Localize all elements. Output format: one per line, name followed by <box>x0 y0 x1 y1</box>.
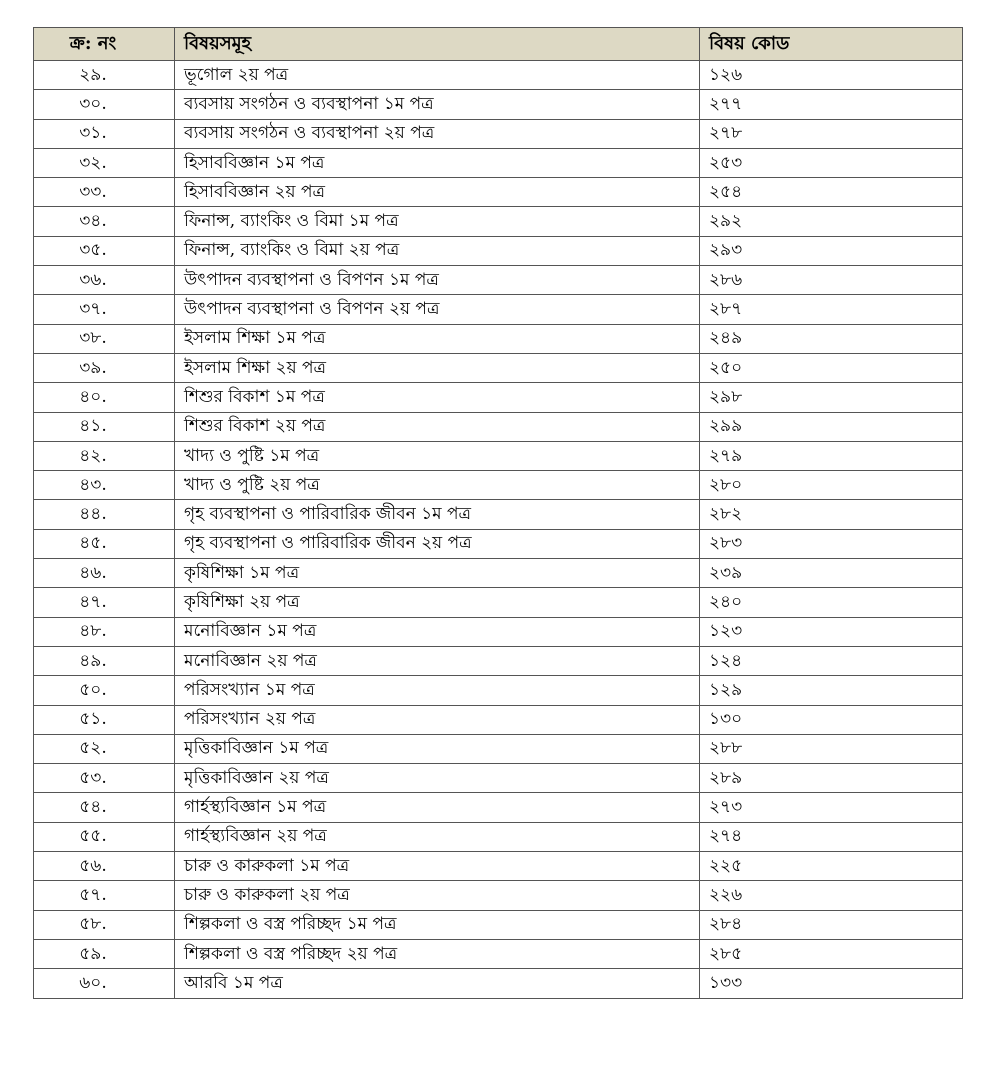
serial-cell: ৪৫. <box>34 529 175 558</box>
serial-cell: ৩১. <box>34 119 175 148</box>
subject-cell: পরিসংখ্যান ২য় পত্র <box>175 705 700 734</box>
serial-cell: ৫৯. <box>34 939 175 968</box>
subject-cell: গৃহ ব্যবস্থাপনা ও পারিবারিক জীবন ২য় পত্র <box>175 529 700 558</box>
code-cell: ২৩৯ <box>700 559 963 588</box>
serial-cell: ৩০. <box>34 90 175 119</box>
table-row <box>34 793 963 822</box>
code-cell: ২৮৪ <box>700 910 963 939</box>
code-cell: ২৮০ <box>700 471 963 500</box>
serial-cell: ৪১. <box>34 412 175 441</box>
serial-cell: ৫২. <box>34 734 175 763</box>
table-row <box>34 559 963 588</box>
subject-cell: গার্হস্থ্যবিজ্ঞান ১ম পত্র <box>175 793 700 822</box>
subject-cell: শিল্পকলা ও বস্ত্র পরিচ্ছদ ১ম পত্র <box>175 910 700 939</box>
table-row <box>34 119 963 148</box>
serial-cell: ৪২. <box>34 441 175 470</box>
table-row <box>34 471 963 500</box>
code-cell: ১২৪ <box>700 646 963 675</box>
code-cell: ২৫৩ <box>700 148 963 177</box>
serial-cell: ৩৪. <box>34 207 175 236</box>
code-cell: ১২৬ <box>700 61 963 90</box>
code-cell: ২৫৪ <box>700 178 963 207</box>
table-row <box>34 295 963 324</box>
table-row <box>34 353 963 382</box>
table-row <box>34 266 963 295</box>
subject-cell: মনোবিজ্ঞান ২য় পত্র <box>175 646 700 675</box>
code-cell: ২৮৯ <box>700 764 963 793</box>
serial-cell: ৫৬. <box>34 852 175 881</box>
serial-cell: ৫৮. <box>34 910 175 939</box>
subject-cell: ফিনান্স, ব্যাংকিং ও বিমা ১ম পত্র <box>175 207 700 236</box>
serial-cell: ৩৯. <box>34 353 175 382</box>
code-cell: ২২৬ <box>700 881 963 910</box>
subject-cell: ফিনান্স, ব্যাংকিং ও বিমা ২য় পত্র <box>175 236 700 265</box>
subject-cell: উৎপাদন ব্যবস্থাপনা ও বিপণন ২য় পত্র <box>175 295 700 324</box>
table-row <box>34 705 963 734</box>
table-row <box>34 236 963 265</box>
table-row <box>34 734 963 763</box>
serial-cell: ৬০. <box>34 969 175 998</box>
subject-cell: চারু ও কারুকলা ২য় পত্র <box>175 881 700 910</box>
code-cell: ২৭৩ <box>700 793 963 822</box>
table-row <box>34 646 963 675</box>
header-row <box>34 28 963 61</box>
table-row <box>34 852 963 881</box>
table-row <box>34 412 963 441</box>
serial-cell: ৪৩. <box>34 471 175 500</box>
table-row <box>34 500 963 529</box>
subject-cell: মৃত্তিকাবিজ্ঞান ২য় পত্র <box>175 764 700 793</box>
code-cell: ২৮৬ <box>700 266 963 295</box>
serial-cell: ৪৯. <box>34 646 175 675</box>
code-cell: ২৭৯ <box>700 441 963 470</box>
code-cell: ২৮৫ <box>700 939 963 968</box>
serial-cell: ৫৫. <box>34 822 175 851</box>
table-row <box>34 441 963 470</box>
code-cell: ২৭৭ <box>700 90 963 119</box>
table-row <box>34 764 963 793</box>
table-row <box>34 588 963 617</box>
subject-header: বিষয়সমূহ <box>175 28 700 61</box>
subject-cell: ইসলাম শিক্ষা ১ম পত্র <box>175 324 700 353</box>
subject-cell: পরিসংখ্যান ১ম পত্র <box>175 676 700 705</box>
serial-cell: ৪৭. <box>34 588 175 617</box>
table-header <box>34 28 963 61</box>
table-row <box>34 822 963 851</box>
subject-cell: শিশুর বিকাশ ১ম পত্র <box>175 383 700 412</box>
subject-cell: কৃষিশিক্ষা ১ম পত্র <box>175 559 700 588</box>
subject-cell: ব্যবসায় সংগঠন ও ব্যবস্থাপনা ১ম পত্র <box>175 90 700 119</box>
subject-cell: উৎপাদন ব্যবস্থাপনা ও বিপণন ১ম পত্র <box>175 266 700 295</box>
serial-cell: ৫১. <box>34 705 175 734</box>
table-row <box>34 61 963 90</box>
subject-cell: ইসলাম শিক্ষা ২য় পত্র <box>175 353 700 382</box>
table-body <box>34 61 963 999</box>
serial-cell: ৪৬. <box>34 559 175 588</box>
table-row <box>34 529 963 558</box>
table-row <box>34 617 963 646</box>
code-cell: ২৯২ <box>700 207 963 236</box>
code-cell: ২৪০ <box>700 588 963 617</box>
serial-cell: ৫০. <box>34 676 175 705</box>
subject-cell: শিশুর বিকাশ ২য় পত্র <box>175 412 700 441</box>
table-row <box>34 324 963 353</box>
code-cell: ২৪৯ <box>700 324 963 353</box>
code-cell: ২৮৩ <box>700 529 963 558</box>
table-row <box>34 969 963 998</box>
subject-cell: খাদ্য ও পুষ্টি ২য় পত্র <box>175 471 700 500</box>
code-cell: ২৮৮ <box>700 734 963 763</box>
code-cell: ২৮২ <box>700 500 963 529</box>
code-cell: ১২৯ <box>700 676 963 705</box>
subject-cell: আরবি ১ম পত্র <box>175 969 700 998</box>
subject-cell: মনোবিজ্ঞান ১ম পত্র <box>175 617 700 646</box>
table-row <box>34 881 963 910</box>
table-row <box>34 383 963 412</box>
code-cell: ২৫০ <box>700 353 963 382</box>
serial-cell: ৪৮. <box>34 617 175 646</box>
subject-cell: মৃত্তিকাবিজ্ঞান ১ম পত্র <box>175 734 700 763</box>
subject-cell: শিল্পকলা ও বস্ত্র পরিচ্ছদ ২য় পত্র <box>175 939 700 968</box>
code-cell: ২৮৭ <box>700 295 963 324</box>
code-cell: ১৩৩ <box>700 969 963 998</box>
table-row <box>34 910 963 939</box>
subject-cell: কৃষিশিক্ষা ২য় পত্র <box>175 588 700 617</box>
serial-cell: ৪৪. <box>34 500 175 529</box>
serial-cell: ৫৪. <box>34 793 175 822</box>
serial-cell: ২৯. <box>34 61 175 90</box>
serial-cell: ৩৬. <box>34 266 175 295</box>
serial-cell: ৩২. <box>34 148 175 177</box>
code-cell: ২৯৩ <box>700 236 963 265</box>
serial-cell: ৩৫. <box>34 236 175 265</box>
code-cell: ২৭৮ <box>700 119 963 148</box>
subject-cell: ব্যবসায় সংগঠন ও ব্যবস্থাপনা ২য় পত্র <box>175 119 700 148</box>
serial-cell: ৩৩. <box>34 178 175 207</box>
table-row <box>34 939 963 968</box>
subject-cell: গার্হস্থ্যবিজ্ঞান ২য় পত্র <box>175 822 700 851</box>
table-row <box>34 676 963 705</box>
subject-cell: গৃহ ব্যবস্থাপনা ও পারিবারিক জীবন ১ম পত্র <box>175 500 700 529</box>
serial-cell: ৪০. <box>34 383 175 412</box>
serial-cell: ৩৭. <box>34 295 175 324</box>
subject-cell: হিসাববিজ্ঞান ১ম পত্র <box>175 148 700 177</box>
code-cell: ১২৩ <box>700 617 963 646</box>
code-header: বিষয় কোড <box>700 28 963 61</box>
table-row <box>34 207 963 236</box>
table-row <box>34 148 963 177</box>
serial-cell: ৫৭. <box>34 881 175 910</box>
serial-cell: ৫৩. <box>34 764 175 793</box>
table-row <box>34 178 963 207</box>
subject-cell: খাদ্য ও পুষ্টি ১ম পত্র <box>175 441 700 470</box>
serial-header: ক্র: নং <box>34 28 175 61</box>
subject-code-table <box>33 27 963 999</box>
subject-cell: চারু ও কারুকলা ১ম পত্র <box>175 852 700 881</box>
code-cell: ২৭৪ <box>700 822 963 851</box>
code-cell: ২৯৮ <box>700 383 963 412</box>
code-cell: ১৩০ <box>700 705 963 734</box>
code-cell: ২২৫ <box>700 852 963 881</box>
table-row <box>34 90 963 119</box>
code-cell: ২৯৯ <box>700 412 963 441</box>
serial-cell: ৩৮. <box>34 324 175 353</box>
subject-cell: ভূগোল ২য় পত্র <box>175 61 700 90</box>
subject-cell: হিসাববিজ্ঞান ২য় পত্র <box>175 178 700 207</box>
